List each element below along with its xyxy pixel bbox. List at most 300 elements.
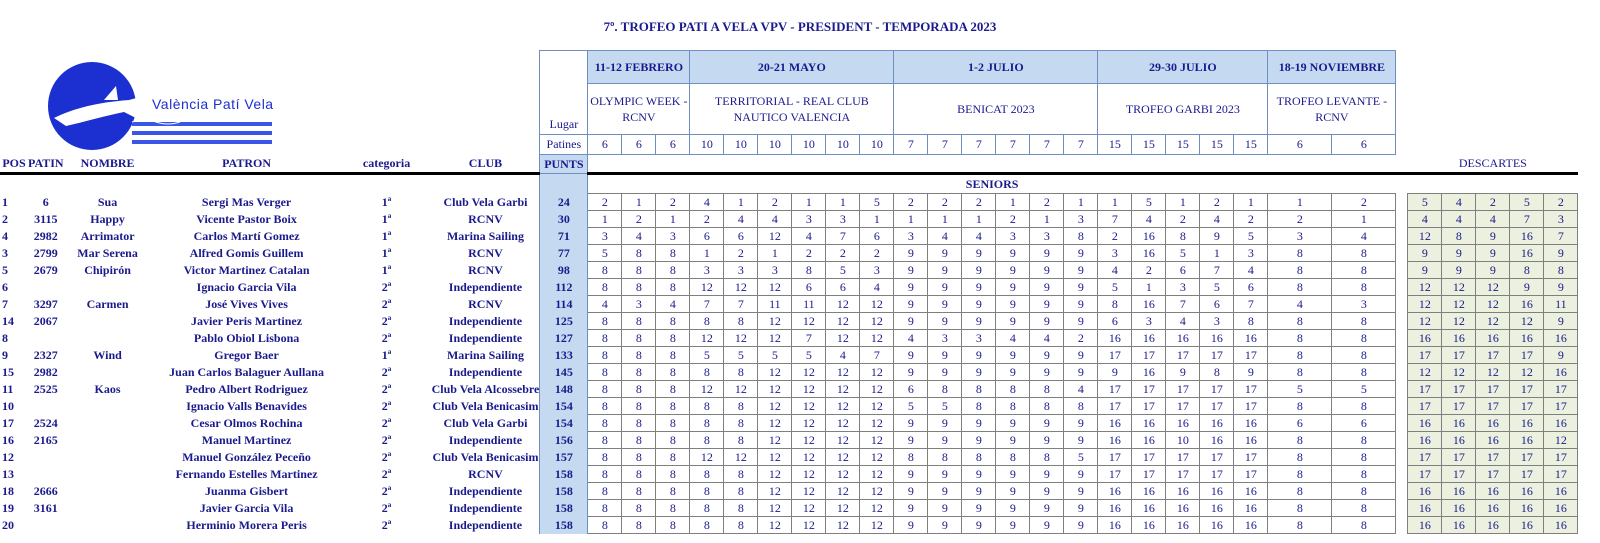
score-cell: 17 (1166, 449, 1200, 466)
score-cell: 8 (588, 330, 622, 347)
patin-cell: 3297 (33, 296, 58, 311)
nombre-cell: Happy (90, 211, 125, 226)
pos-cell: 16 (2, 432, 14, 447)
score-cell: 8 (996, 381, 1030, 398)
patines-row (0, 135, 1578, 155)
spacer (0, 84, 540, 135)
score-cell: 8 (656, 449, 690, 466)
score-cell: 9 (996, 364, 1030, 381)
score-cell: 3 (826, 211, 860, 228)
score-cell: 5 (1200, 279, 1234, 296)
pos-cell: 11 (2, 381, 14, 396)
score-cell: 9 (894, 364, 928, 381)
score-cell: 8 (656, 483, 690, 500)
score-cell: 6 (1234, 279, 1268, 296)
score-cell: 2 (1332, 194, 1396, 211)
categoria-cell: 1ª (381, 262, 392, 277)
score-cell: 12 (860, 398, 894, 415)
score-cell: 9 (894, 296, 928, 313)
pos-cell: 5 (2, 262, 8, 277)
punts-cell: 154 (540, 415, 588, 432)
score-cell: 8 (656, 432, 690, 449)
patin-cell: 2666 (33, 483, 58, 498)
score-cell: 17 (1234, 466, 1268, 483)
descarte-cell: 17 (1510, 449, 1544, 466)
score-cell: 4 (622, 228, 656, 245)
spacer (1396, 500, 1408, 517)
score-cell: 3 (724, 262, 758, 279)
score-cell: 16 (1132, 364, 1166, 381)
score-cell: 8 (622, 432, 656, 449)
spacer (1396, 466, 1408, 483)
score-cell: 1 (962, 211, 996, 228)
spacer (1396, 364, 1408, 381)
patines-count: 10 (826, 135, 860, 155)
patines-count: 15 (1200, 135, 1234, 155)
score-cell: 8 (622, 500, 656, 517)
descarte-cell: 8 (1510, 262, 1544, 279)
patin-cell (28, 449, 64, 466)
score-cell: 12 (826, 432, 860, 449)
score-cell: 9 (894, 279, 928, 296)
descarte-cell: 7 (1510, 211, 1544, 228)
score-cell: 9 (996, 296, 1030, 313)
score-cell: 8 (724, 483, 758, 500)
descarte-cell: 12 (1408, 313, 1442, 330)
descarte-cell: 9 (1408, 245, 1442, 262)
punts-cell: 77 (540, 245, 588, 262)
score-cell: 2 (690, 211, 724, 228)
score-cell: 8 (1234, 313, 1268, 330)
score-cell: 12 (826, 517, 860, 534)
score-cell: 8 (588, 432, 622, 449)
score-cell: 7 (1098, 211, 1132, 228)
patines-label: Patines (540, 135, 588, 155)
score-cell: 17 (1098, 466, 1132, 483)
score-cell: 4 (1234, 262, 1268, 279)
score-cell: 2 (724, 245, 758, 262)
patines-count: 15 (1098, 135, 1132, 155)
score-cell: 1 (1234, 194, 1268, 211)
pos-cell: 19 (2, 500, 14, 515)
score-cell: 8 (724, 364, 758, 381)
score-cell: 9 (928, 347, 962, 364)
descarte-cell: 16 (1442, 432, 1476, 449)
header-categoria: categoria (342, 155, 432, 174)
descartes-header: DESCARTES (1408, 155, 1578, 174)
score-cell: 2 (996, 211, 1030, 228)
score-cell: 12 (826, 381, 860, 398)
punts-cell: 114 (540, 296, 588, 313)
header-patin: PATIN (28, 155, 64, 174)
score-cell: 5 (1234, 228, 1268, 245)
spacer (1396, 381, 1408, 398)
score-cell: 12 (860, 432, 894, 449)
score-cell: 8 (1332, 347, 1396, 364)
score-cell: 8 (1268, 330, 1332, 347)
score-cell: 8 (1332, 398, 1396, 415)
descarte-cell: 12 (1442, 279, 1476, 296)
table-row (0, 415, 1578, 432)
score-cell: 17 (1098, 347, 1132, 364)
score-cell: 9 (928, 432, 962, 449)
club-cell: RCNV (468, 262, 503, 277)
score-cell: 9 (928, 483, 962, 500)
punts-cell: 30 (540, 211, 588, 228)
punts-cell: 71 (540, 228, 588, 245)
score-cell: 16 (1098, 500, 1132, 517)
score-cell: 3 (1030, 228, 1064, 245)
nombre-cell: Arrimator (80, 228, 135, 243)
score-cell: 16 (1132, 432, 1166, 449)
score-cell: 16 (1132, 228, 1166, 245)
punts-cell: 158 (540, 466, 588, 483)
patron-cell: Herminio Morera Peris (186, 517, 307, 532)
spacer (0, 174, 540, 194)
score-cell: 1 (1030, 211, 1064, 228)
descarte-cell: 16 (1544, 500, 1578, 517)
table-row (0, 211, 1578, 228)
score-cell: 5 (894, 398, 928, 415)
score-cell: 3 (792, 211, 826, 228)
score-cell: 8 (622, 449, 656, 466)
pos-cell: 13 (2, 466, 14, 481)
score-cell: 9 (962, 415, 996, 432)
score-cell: 8 (996, 398, 1030, 415)
descarte-cell: 9 (1442, 262, 1476, 279)
score-cell: 12 (792, 500, 826, 517)
table-row (0, 279, 1578, 296)
score-cell: 9 (894, 262, 928, 279)
descarte-cell: 17 (1442, 398, 1476, 415)
score-cell: 16 (1166, 415, 1200, 432)
score-cell: 9 (1064, 466, 1098, 483)
table-row (0, 228, 1578, 245)
punts-cell: 125 (540, 313, 588, 330)
nombre-cell (64, 313, 152, 330)
patin-cell: 6 (42, 194, 49, 209)
score-cell: 16 (1166, 517, 1200, 534)
pos-cell: 10 (2, 398, 14, 413)
score-cell: 9 (894, 500, 928, 517)
score-cell: 8 (622, 398, 656, 415)
spacer (1396, 483, 1408, 500)
score-cell: 12 (724, 330, 758, 347)
score-cell: 17 (1132, 449, 1166, 466)
score-cell: 17 (1098, 398, 1132, 415)
score-cell: 17 (1200, 449, 1234, 466)
score-cell: 9 (928, 296, 962, 313)
score-cell: 12 (758, 500, 792, 517)
descarte-cell: 4 (1442, 211, 1476, 228)
score-cell: 8 (1030, 398, 1064, 415)
score-cell: 8 (724, 415, 758, 432)
score-cell: 1 (860, 211, 894, 228)
score-cell: 8 (1332, 500, 1396, 517)
patron-cell: Juan Carlos Balaguer Aullana (169, 364, 324, 379)
score-cell: 9 (1030, 415, 1064, 432)
score-cell: 4 (758, 211, 792, 228)
score-cell: 9 (928, 262, 962, 279)
descarte-cell: 12 (1408, 296, 1442, 313)
score-cell: 8 (1268, 432, 1332, 449)
spacer (1396, 84, 1578, 135)
descarte-cell: 12 (1442, 364, 1476, 381)
score-cell: 8 (1200, 364, 1234, 381)
score-cell: 12 (792, 381, 826, 398)
score-cell: 9 (1200, 228, 1234, 245)
score-cell: 6 (1332, 415, 1396, 432)
nombre-cell: Kaos (94, 381, 121, 396)
descarte-cell: 12 (1476, 364, 1510, 381)
table-row (0, 449, 1578, 466)
spacer (1396, 211, 1408, 228)
score-cell: 8 (622, 279, 656, 296)
score-cell: 16 (1234, 483, 1268, 500)
score-cell: 4 (1166, 313, 1200, 330)
score-cell: 11 (758, 296, 792, 313)
spacer (1396, 415, 1408, 432)
descarte-cell: 17 (1442, 381, 1476, 398)
score-cell: 3 (588, 228, 622, 245)
score-cell: 12 (860, 415, 894, 432)
score-cell: 8 (622, 245, 656, 262)
punts-cell: 154 (540, 398, 588, 415)
score-cell: 9 (1064, 245, 1098, 262)
score-cell: 6 (826, 279, 860, 296)
descarte-cell: 16 (1476, 517, 1510, 534)
score-cell: 17 (1132, 398, 1166, 415)
punts-cell: 133 (540, 347, 588, 364)
patron-cell: Fernando Estelles Martinez (175, 466, 318, 481)
score-cell: 6 (1098, 313, 1132, 330)
descarte-cell: 2 (1544, 194, 1578, 211)
score-cell: 16 (1132, 296, 1166, 313)
spacer (1396, 398, 1408, 415)
score-cell: 2 (962, 194, 996, 211)
score-cell: 6 (1166, 262, 1200, 279)
score-cell: 2 (622, 211, 656, 228)
event-name: BENICAT 2023 (894, 84, 1098, 135)
score-cell: 8 (588, 347, 622, 364)
score-cell: 8 (1332, 364, 1396, 381)
score-cell: 9 (962, 347, 996, 364)
spacer (1396, 330, 1408, 347)
score-cell: 12 (758, 313, 792, 330)
categoria-cell: 2ª (381, 415, 392, 430)
descarte-cell: 16 (1544, 364, 1578, 381)
score-cell: 12 (792, 483, 826, 500)
patines-count: 6 (588, 135, 622, 155)
spacer (588, 155, 1396, 174)
score-cell: 8 (1332, 245, 1396, 262)
score-cell: 5 (792, 347, 826, 364)
score-cell: 9 (1098, 364, 1132, 381)
score-cell: 8 (894, 449, 928, 466)
pos-cell: 14 (2, 313, 14, 328)
patin-cell: 2982 (33, 228, 58, 243)
score-cell: 8 (1332, 517, 1396, 534)
descarte-cell: 12 (1408, 228, 1442, 245)
score-cell: 8 (690, 313, 724, 330)
descarte-cell: 16 (1510, 500, 1544, 517)
pos-cell: 17 (2, 415, 14, 430)
score-cell: 2 (1030, 194, 1064, 211)
patin-cell: 2524 (33, 415, 58, 430)
score-cell: 1 (792, 194, 826, 211)
punts-cell: 127 (540, 330, 588, 347)
descarte-cell: 17 (1544, 398, 1578, 415)
score-cell: 12 (860, 483, 894, 500)
score-cell: 5 (928, 398, 962, 415)
table-row (0, 262, 1578, 279)
score-cell: 9 (1064, 296, 1098, 313)
score-cell: 8 (588, 381, 622, 398)
event-date: 29-30 JULIO (1098, 51, 1268, 84)
score-cell: 2 (656, 194, 690, 211)
score-cell: 17 (1166, 466, 1200, 483)
patron-cell: Ignacio Garcia Vila (196, 279, 297, 294)
score-cell: 9 (996, 313, 1030, 330)
table-row (0, 500, 1578, 517)
descarte-cell: 16 (1442, 483, 1476, 500)
spacer (1396, 174, 1578, 194)
score-cell: 9 (894, 483, 928, 500)
patron-cell: Javier Peris Martinez (191, 313, 303, 328)
score-cell: 7 (1234, 296, 1268, 313)
score-cell: 9 (1030, 279, 1064, 296)
score-cell: 8 (1332, 449, 1396, 466)
categoria-cell: 2ª (381, 381, 392, 396)
score-cell: 12 (792, 466, 826, 483)
spacer (540, 174, 588, 194)
spacer (1396, 517, 1408, 534)
club-cell: Independiente (448, 313, 523, 328)
score-cell: 17 (1132, 466, 1166, 483)
descarte-cell: 9 (1544, 313, 1578, 330)
descarte-cell: 12 (1510, 364, 1544, 381)
score-cell: 1 (1166, 194, 1200, 211)
score-cell: 8 (1332, 313, 1396, 330)
header-nombre: NOMBRE (64, 155, 152, 174)
patron-cell: Victor Martinez Catalan (183, 262, 310, 277)
patron-cell: Alfred Gomis Guillem (189, 245, 304, 260)
score-cell: 17 (1166, 347, 1200, 364)
spacer (1396, 135, 1578, 155)
score-cell: 16 (1200, 500, 1234, 517)
score-cell: 9 (928, 500, 962, 517)
table-row (0, 364, 1578, 381)
categoria-cell: 1ª (381, 245, 392, 260)
punts-cell: 157 (540, 449, 588, 466)
score-cell: 3 (860, 262, 894, 279)
score-cell: 8 (588, 279, 622, 296)
descarte-cell: 4 (1442, 194, 1476, 211)
descarte-cell: 12 (1442, 296, 1476, 313)
event-name: TROFEO LEVANTE - RCNV (1268, 84, 1396, 135)
score-cell: 12 (826, 483, 860, 500)
header-club: CLUB (432, 155, 540, 174)
score-cell: 9 (962, 483, 996, 500)
score-cell: 1 (1098, 194, 1132, 211)
event-date: 20-21 MAYO (690, 51, 894, 84)
patin-cell: 2799 (33, 245, 58, 260)
score-cell: 1 (656, 211, 690, 228)
score-cell: 12 (826, 415, 860, 432)
score-cell: 8 (1332, 330, 1396, 347)
score-cell: 17 (1234, 381, 1268, 398)
score-cell: 1 (690, 245, 724, 262)
score-cell: 12 (758, 415, 792, 432)
score-cell: 8 (1332, 279, 1396, 296)
score-cell: 17 (1200, 381, 1234, 398)
pos-cell: 7 (2, 296, 8, 311)
score-cell: 12 (792, 398, 826, 415)
descarte-cell: 17 (1476, 466, 1510, 483)
score-cell: 9 (894, 245, 928, 262)
score-cell: 9 (1166, 364, 1200, 381)
score-cell: 9 (1030, 432, 1064, 449)
score-cell: 16 (1200, 517, 1234, 534)
score-cell: 12 (826, 500, 860, 517)
score-cell: 9 (1064, 313, 1098, 330)
score-cell: 6 (690, 228, 724, 245)
standings-table (0, 50, 1578, 534)
score-cell: 9 (962, 466, 996, 483)
score-cell: 8 (1332, 432, 1396, 449)
score-cell: 9 (1030, 347, 1064, 364)
score-cell: 8 (656, 398, 690, 415)
score-cell: 12 (860, 517, 894, 534)
score-cell: 5 (1132, 194, 1166, 211)
score-cell: 3 (622, 296, 656, 313)
patines-count: 7 (928, 135, 962, 155)
descarte-cell: 4 (1476, 211, 1510, 228)
score-cell: 12 (758, 483, 792, 500)
descarte-cell: 17 (1544, 381, 1578, 398)
score-cell: 8 (588, 262, 622, 279)
patin-cell: 3161 (33, 500, 58, 515)
nombre-cell: Sua (97, 194, 118, 209)
score-cell: 8 (996, 449, 1030, 466)
club-cell: Club Vela Alcossebre (431, 381, 540, 396)
score-cell: 16 (1234, 432, 1268, 449)
descarte-cell: 17 (1408, 449, 1442, 466)
score-cell: 12 (758, 228, 792, 245)
score-cell: 9 (1064, 500, 1098, 517)
descarte-cell: 16 (1408, 483, 1442, 500)
score-cell: 2 (860, 245, 894, 262)
spacer (0, 135, 540, 155)
score-cell: 9 (962, 313, 996, 330)
score-cell: 12 (826, 330, 860, 347)
score-cell: 2 (826, 245, 860, 262)
score-cell: 8 (1268, 364, 1332, 381)
score-cell: 2 (1064, 330, 1098, 347)
score-cell: 7 (1200, 262, 1234, 279)
score-cell: 9 (894, 517, 928, 534)
pos-cell: 8 (2, 330, 8, 345)
score-cell: 8 (588, 517, 622, 534)
descarte-cell: 4 (1408, 211, 1442, 228)
score-cell: 17 (1166, 398, 1200, 415)
score-cell: 9 (962, 517, 996, 534)
score-cell: 6 (1268, 415, 1332, 432)
score-cell: 8 (656, 364, 690, 381)
nombre-cell (64, 517, 152, 534)
score-cell: 4 (928, 228, 962, 245)
score-cell: 9 (928, 245, 962, 262)
